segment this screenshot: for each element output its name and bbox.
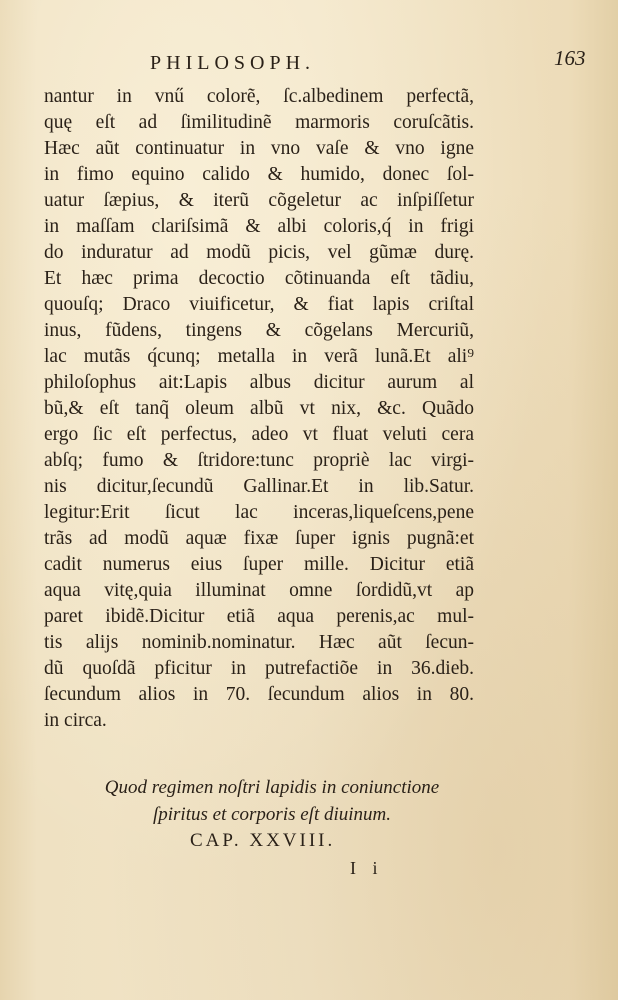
text-line: inus, fũdens, tingens & cõgelans Mercuriũ,: [44, 320, 474, 341]
text-line: nantur in vnű colorẽ, ſc.albedinem perfectã,: [44, 86, 474, 107]
text-line: uatur ſæpius, & iterũ cõgeletur ac inſpiſſetur: [44, 190, 474, 211]
text-line: quę eſt ad ſimilitudinẽ marmoris coruſcãtis.: [44, 112, 474, 133]
text-line: dũ quoſdã pficitur in putrefactiõe in 36.dieb.: [44, 658, 474, 679]
chapter-title-line: ſpiritus et corporis eſt diuinum.: [152, 804, 392, 825]
text-line: cadit numerus eius ſuper mille. Dicitur etiã: [44, 554, 474, 575]
chapter-number: CAP. XXVIII.: [190, 830, 336, 851]
page-number: 163: [554, 46, 586, 70]
text-line: nis dicitur,ſecundũ Gallinar.Et in lib.Satur.: [44, 476, 474, 497]
chapter-title: [62, 774, 482, 828]
text-line: ſecundum alios in 70. ſecundum alios in 80.: [44, 684, 474, 705]
text-line: Et hæc prima decoctio cõtinuanda eſt tãdiu,: [44, 268, 474, 289]
running-head: PHILOSOPH.: [150, 52, 316, 74]
text-line: in maſſam clariſsimã & albi coloris,q́ in frigi: [44, 216, 474, 237]
text-line: quouſq; Draco viuificetur, & fiat lapis criſtal: [44, 294, 474, 315]
text-line: bũ,& eſt tanq̃ oleum albũ vt nix, &c. Quãdo: [44, 398, 474, 419]
text-line: in circa.: [44, 710, 107, 731]
text-line: legitur:Erit ſicut lac inceras,liqueſcens,pene: [44, 502, 474, 523]
signature-mark: I i: [350, 858, 384, 878]
text-line: philoſophus ait:Lapis albus dicitur aurum al: [44, 372, 474, 393]
text-line: tis alijs nominib.nominatur. Hæc aũt ſecun-: [44, 632, 474, 653]
text-line: in fimo equino calido & humido, donec ſol-: [44, 164, 474, 185]
text-line: abſq; fumo & ſtridore:tunc propriè lac virgi-: [44, 450, 474, 471]
text-line: lac mutãs q́cunq; metalla in verã lunã.Et ali⁹: [44, 346, 474, 367]
text-line: Hæc aũt continuatur in vno vaſe & vno igne: [44, 138, 474, 159]
text-line: aqua vitę,quia illuminat omne ſordidũ,vt ap: [44, 580, 474, 601]
text-line: paret ibidẽ.Dicitur etiã aqua perenis,ac mul-: [44, 606, 474, 627]
chapter-title-line: Quod regimen noſtri lapidis in coniunctione: [104, 777, 440, 798]
text-line: ergo ſic eſt perfectus, adeo vt fluat veluti cera: [44, 424, 474, 445]
body-text: [44, 84, 484, 734]
text-line: do induratur ad modũ picis, vel gũmæ durę.: [44, 242, 474, 263]
text-line: trãs ad modũ aquæ fixæ ſuper ignis pugnã:et: [44, 528, 474, 549]
